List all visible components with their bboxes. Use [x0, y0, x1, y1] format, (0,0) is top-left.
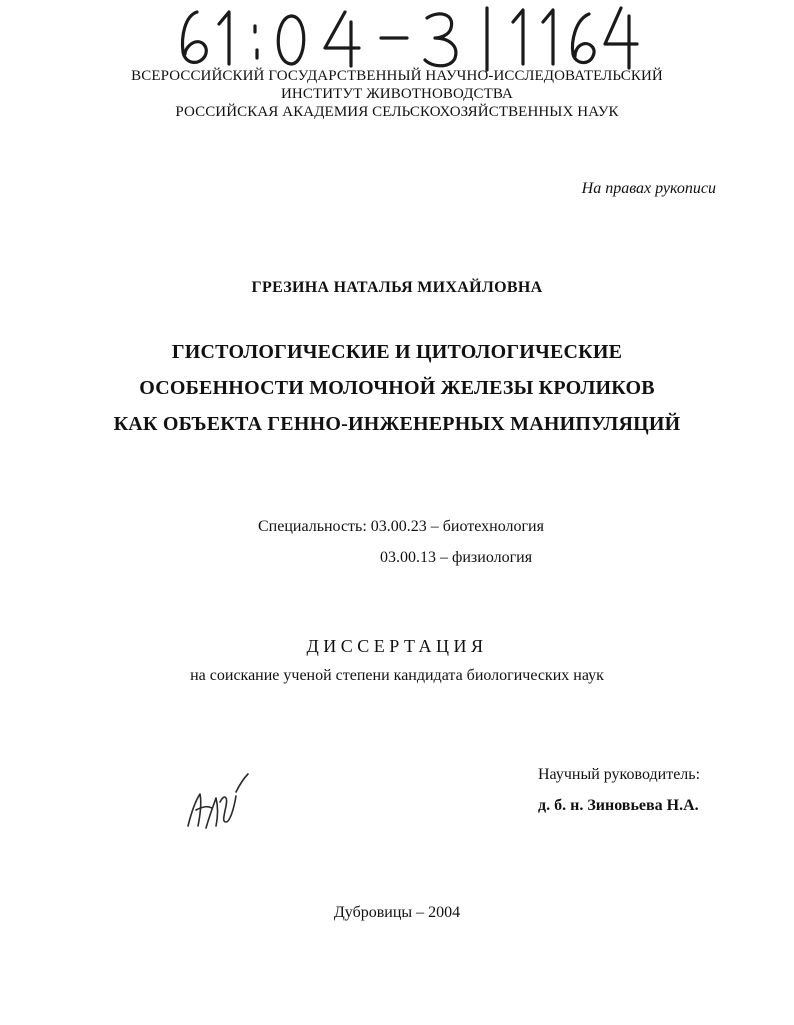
place-and-year: Дубровицы – 2004 [333, 904, 461, 921]
dissertation-subtitle: на соискание ученой степени кандидата биологических наук [190, 667, 604, 684]
dissertation-heading: ДИССЕРТАЦИЯ [306, 636, 488, 656]
manuscript-rights-note: На правах рукописи [581, 180, 716, 197]
institution-line-3: РОССИЙСКАЯ АКАДЕМИЯ СЕЛЬСКОХОЗЯЙСТВЕННЫХ НАУК [175, 104, 619, 120]
thesis-title-line-1: ГИСТОЛОГИЧЕСКИЕ И ЦИТОЛОГИЧЕСКИЕ [171, 341, 623, 363]
supervisor-label: Научный руководитель: [538, 766, 701, 783]
handwritten-archive-code [175, 2, 645, 74]
institution-line-1: ВСЕРОССИЙСКИЙ ГОСУДАРСТВЕННЫЙ НАУЧНО-ИССЛЕДОВАТЕЛЬСКИЙ [131, 68, 663, 84]
thesis-title-line-3: КАК ОБЪЕКТА ГЕННО-ИНЖЕНЕРНЫХ МАНИПУЛЯЦИЙ [113, 413, 681, 435]
institution-line-2: ИНСТИТУТ ЖИВОТНОВОДСТВА [281, 86, 513, 102]
thesis-title-line-2: ОСОБЕННОСТИ МОЛОЧНОЙ ЖЕЛЕЗЫ КРОЛИКОВ [139, 377, 655, 399]
specialty-line-2: 03.00.13 – физиология [380, 549, 533, 566]
handwritten-signature [182, 770, 252, 832]
author-name: ГРЕЗИНА НАТАЛЬЯ МИХАЙЛОВНА [251, 279, 543, 296]
supervisor-name: д. б. н. Зиновьева Н.А. [538, 797, 699, 814]
specialty-line-1: Специальность: 03.00.23 – биотехнология [258, 518, 544, 535]
